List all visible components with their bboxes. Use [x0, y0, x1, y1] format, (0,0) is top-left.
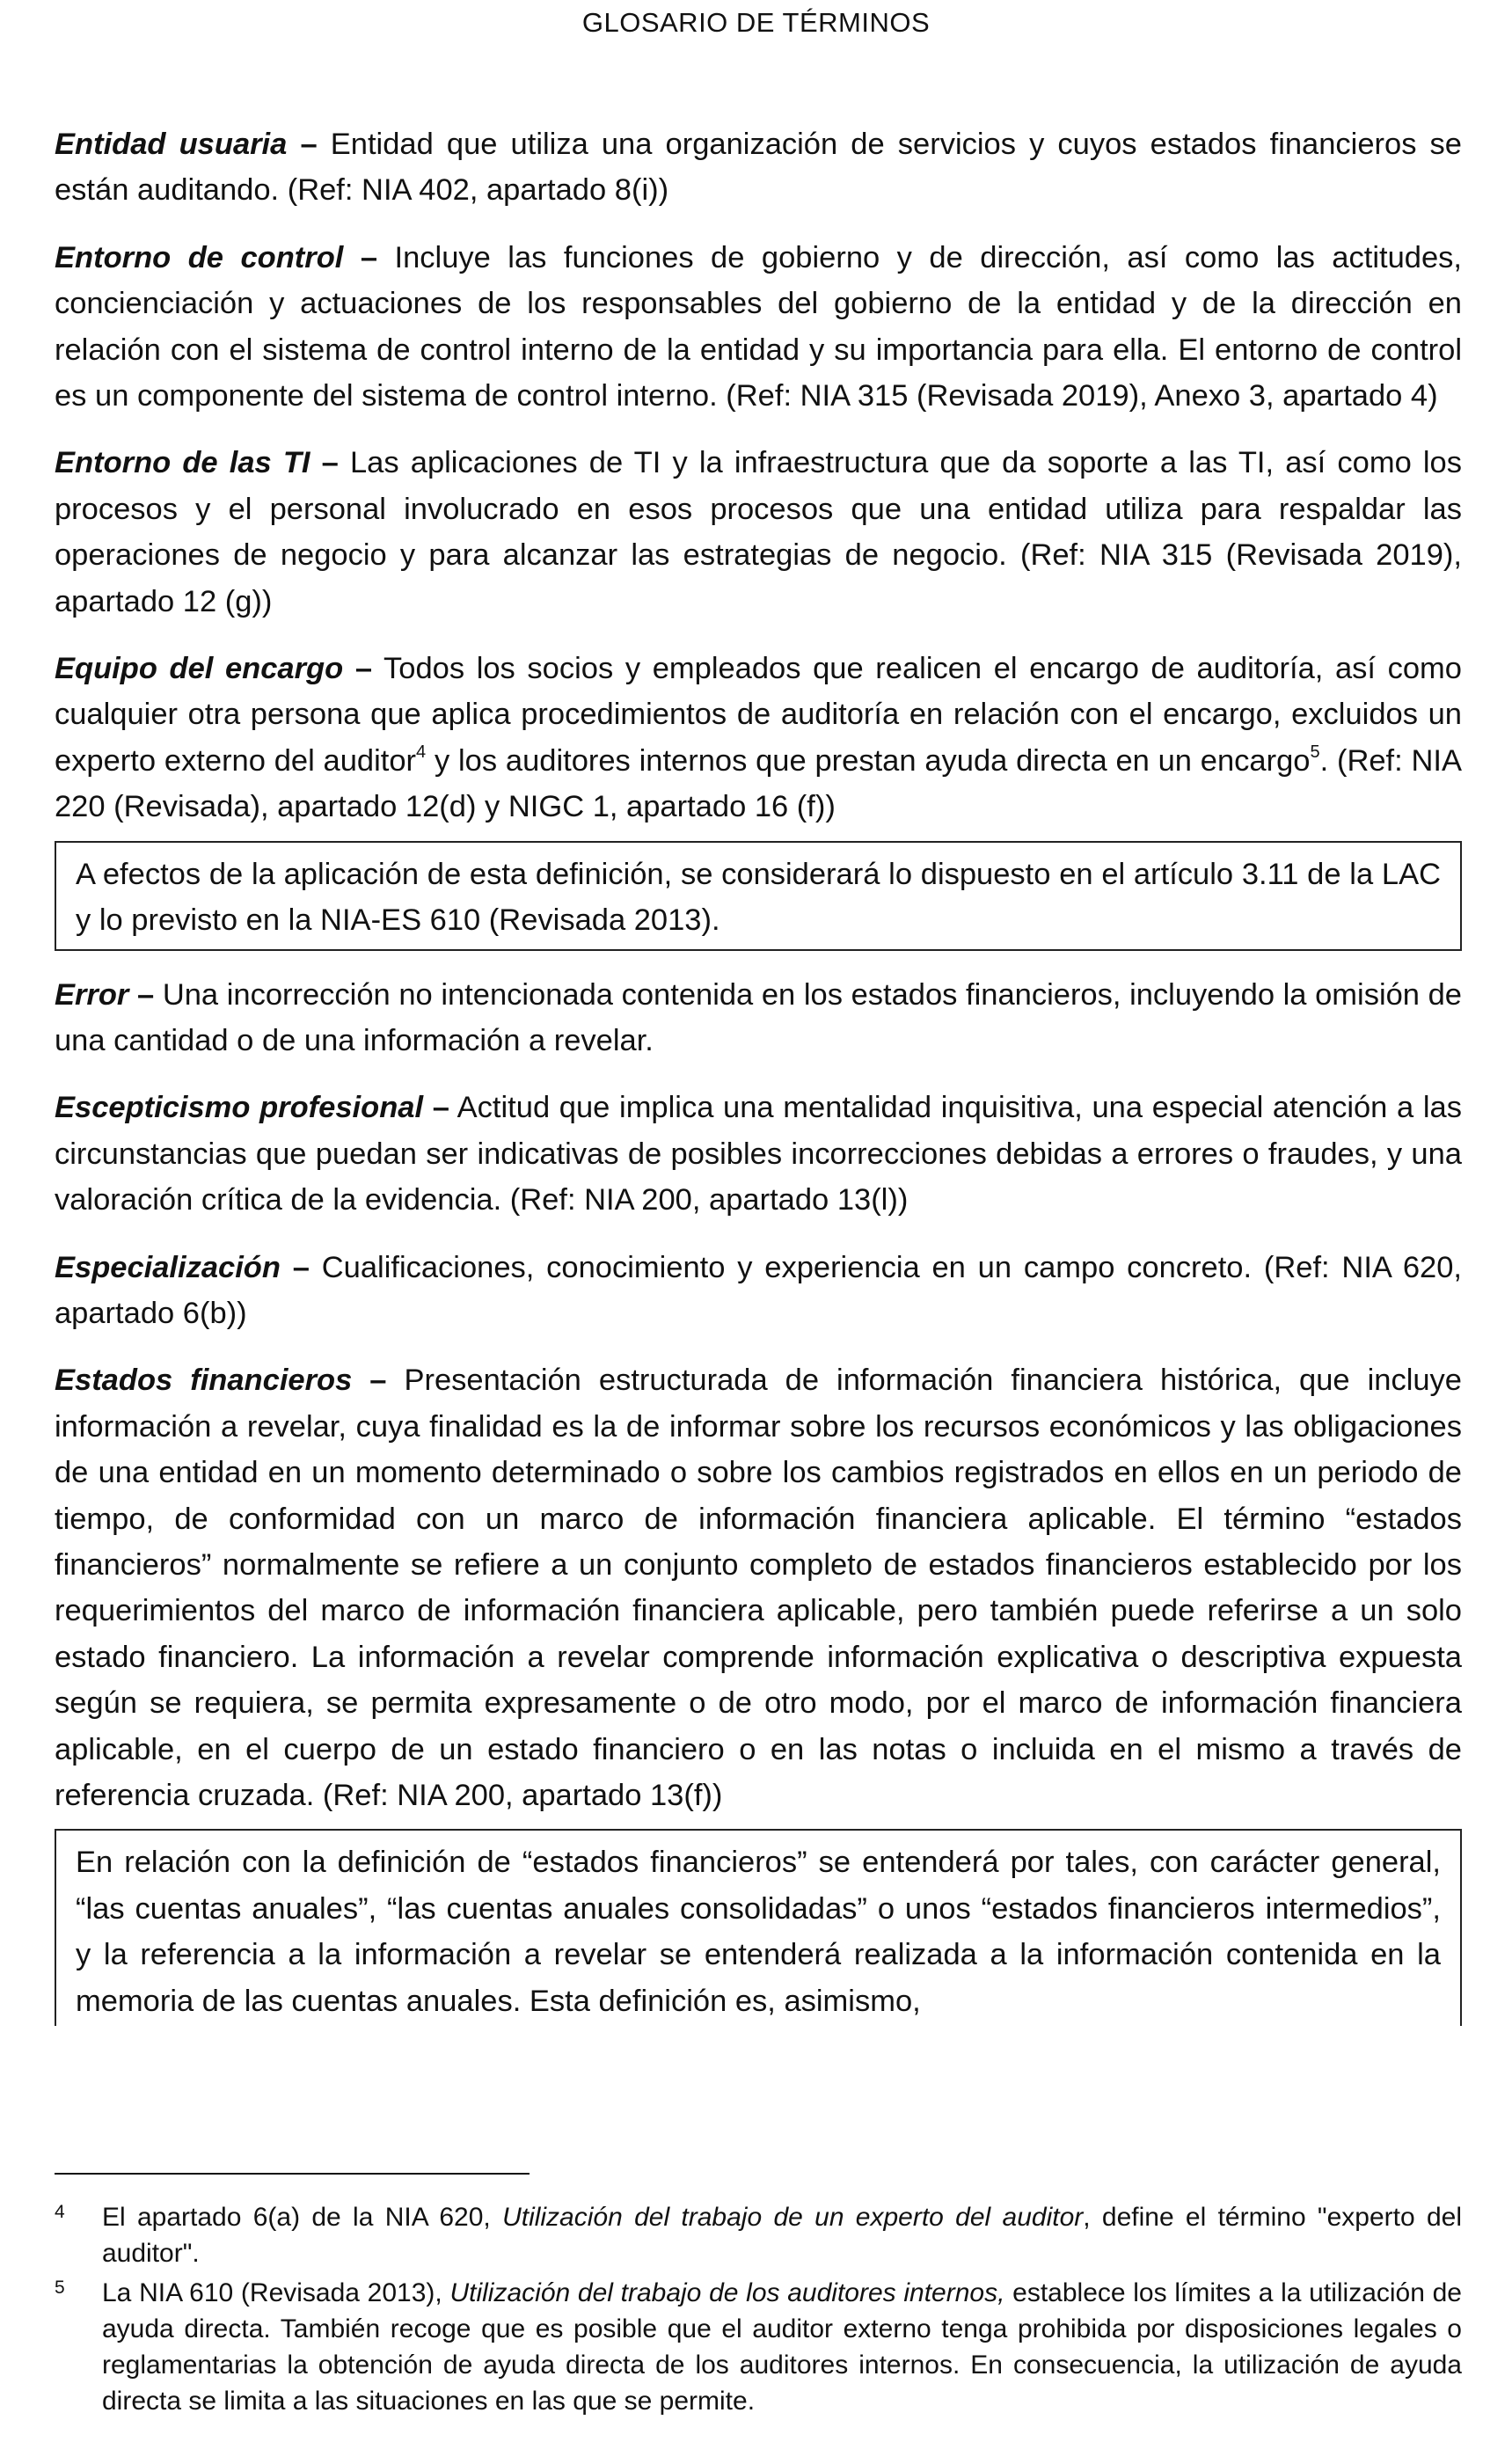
glossary-term: Escepticismo profesional: [55, 1091, 424, 1125]
glossary-definition-ref: . (Ref: NIA 220 (Revisada), apartado 12(d) y NIGC 1, apartado 16 (f)): [55, 743, 1463, 824]
footnote-text: El apartado 6(a) de la NIA 620,: [102, 2203, 503, 2232]
glossary-term: Entorno de las TI: [55, 446, 310, 480]
footnote-4: [55, 2199, 1462, 2271]
footnote-divider: [55, 2173, 530, 2175]
footnote-ref-4[interactable]: 4: [416, 742, 427, 763]
note-text: A efectos de la aplicación de esta definición, se considerará lo dispuesto en el artículo 3.11 de la LAC y lo previsto en la NIA-ES 610 (Revisada 2013).: [76, 857, 1441, 938]
glossary-definition: Una incorrección no intencionada contenida en los estados financieros, incluyendo la omisión de una cantidad o de una información a revelar.: [55, 977, 1462, 1057]
footnote-text-cont: establece los límites a la utilización de ayuda directa. También recoge que es posible que el auditor externo tenga prohibida por disposiciones legales o reglamentarias la obtención de ayuda directa de los auditores internos. En consecuencia, la utilización de ayuda directa se limita a las situaciones en las que se permite.: [102, 2278, 1462, 2416]
glossary-definition: Entidad que utiliza una organización de servicios y cuyos estados financieros se están auditando. (Ref: NIA 402, apartado 8(i)): [55, 128, 1462, 208]
glossary-definition: Presentación estructurada de información financiera histórica, que incluye información a revelar, cuya finalidad es la de informar sobre los recursos económicos y las obligaciones de una entidad en un momento determinado o sobre los cambios registrados en ellos en un periodo de tiempo, de conformidad con un marco de información financiera aplicable. El término “estados financieros” normalmente se refiere a un conjunto completo de estados financieros establecido por los requerimientos del marco de información financiera aplicable, pero también puede referirse a un solo estado financiero. La información a revelar comprende información explicativa o descriptiva expuesta según se requiera, se permita expresamente o de otro modo, por el marco de información financiera aplicable, en el cuerpo de un estado financiero o en las notas o incluida en el mismo a través de referencia cruzada. (Ref: NIA 200, apartado 13(f)): [55, 1364, 1462, 1812]
footnote-title: Utilización del trabajo de un experto del auditor: [502, 2203, 1084, 2232]
note-box-equipo: [55, 841, 1462, 951]
term-dash: –: [321, 446, 339, 480]
glossary-entry-escepticismo-profesional: [55, 1085, 1462, 1223]
footnote-ref-5[interactable]: 5: [1310, 742, 1320, 763]
term-dash: –: [432, 1091, 449, 1125]
footnotes: [55, 2199, 1462, 2423]
term-dash: –: [354, 652, 373, 686]
glossary-term: Equipo del encargo: [55, 652, 344, 686]
glossary-definition: Cualificaciones, conocimiento y experiencia en un campo concreto. (Ref: NIA 620, apartado 6(b)): [55, 1250, 1462, 1330]
term-dash: –: [360, 240, 378, 274]
glossary-term: Estados financieros: [55, 1364, 353, 1398]
glossary-definition: Incluye las funciones de gobierno y de dirección, así como las actitudes, concienciación y actuaciones de los responsables del gobierno de la entidad y de la dirección en relación con el sistema de control interno de la entidad y su importancia para ella. El entorno de control es un componente del sistema de control interno. (Ref: NIA 315 (Revisada 2019), Anexo 3, apartado 4): [55, 240, 1462, 413]
term-dash: –: [369, 1364, 387, 1398]
glossary-definition: Actitud que implica una mentalidad inquisitiva, una especial atención a las circunstancias que puedan ser indicativas de posibles incorrecciones debidas a errores o fraudes, y una valoración crítica de la evidencia. (Ref: NIA 200, apartado 13(l)): [55, 1091, 1462, 1217]
footnote-title: Utilización del trabajo de los auditores internos,: [449, 2278, 1005, 2307]
glossary-definition: Las aplicaciones de TI y la infraestructura que da soporte a las TI, así como los procesos y el personal involucrado en esos procesos que una entidad utiliza para respaldar las operaciones de negocio y para alcanzar las estrategias de negocio. (Ref: NIA 315 (Revisada 2019), apartado 12 (g)): [55, 446, 1462, 618]
glossary-term: Error: [55, 977, 129, 1012]
glossary-entry-entorno-de-las-ti: [55, 440, 1462, 625]
footnote-text: La NIA 610 (Revisada 2013),: [102, 2278, 450, 2307]
footnote-text-cont: , define el término "experto del auditor".: [102, 2203, 1462, 2268]
note-box-estados-financieros: [55, 1829, 1462, 2026]
term-dash: –: [292, 1250, 310, 1284]
page-title: GLOSARIO DE TÉRMINOS: [581, 7, 931, 38]
glossary-definition-cont: y los auditores internos que prestan ayuda directa en un encargo: [426, 743, 1311, 778]
glossary-entry-error: [55, 972, 1462, 1064]
footnote-number: 5: [55, 2277, 65, 2298]
note-text: En relación con la definición de “estados financieros” se entenderá por tales, con carácter general, “las cuentas anuales”, “las cuentas anuales consolidadas” o unos “estados financieros intermedios”, y la referencia a la información a revelar se entenderá realizada a la información contenida en la memoria de las cuentas anuales. Esta definición es, asimismo,: [76, 1846, 1441, 2018]
glossary-definition: Todos los socios y empleados que realicen el encargo de auditoría, así como cualquier otra persona que aplica procedimientos de auditoría en relación con el encargo, excluidos un experto externo del auditor: [55, 652, 1462, 778]
glossary-entry-especializacion: [55, 1245, 1462, 1337]
glossary-term: Especialización: [55, 1250, 281, 1284]
glossary-term: Entidad usuaria: [55, 128, 288, 161]
footnote-5: [55, 2275, 1462, 2419]
glossary-entry-entidad-usuaria: [55, 121, 1462, 214]
glossary-body: [55, 121, 1462, 2026]
glossary-entry-entorno-de-control: [55, 235, 1462, 420]
glossary-term: Entorno de control: [55, 240, 344, 274]
glossary-entry-estados-financieros: [55, 1357, 1462, 1818]
footnote-number: 4: [55, 2202, 65, 2222]
term-dash: –: [300, 128, 318, 161]
term-dash: –: [137, 977, 155, 1012]
glossary-entry-equipo-del-encargo: [55, 646, 1462, 830]
